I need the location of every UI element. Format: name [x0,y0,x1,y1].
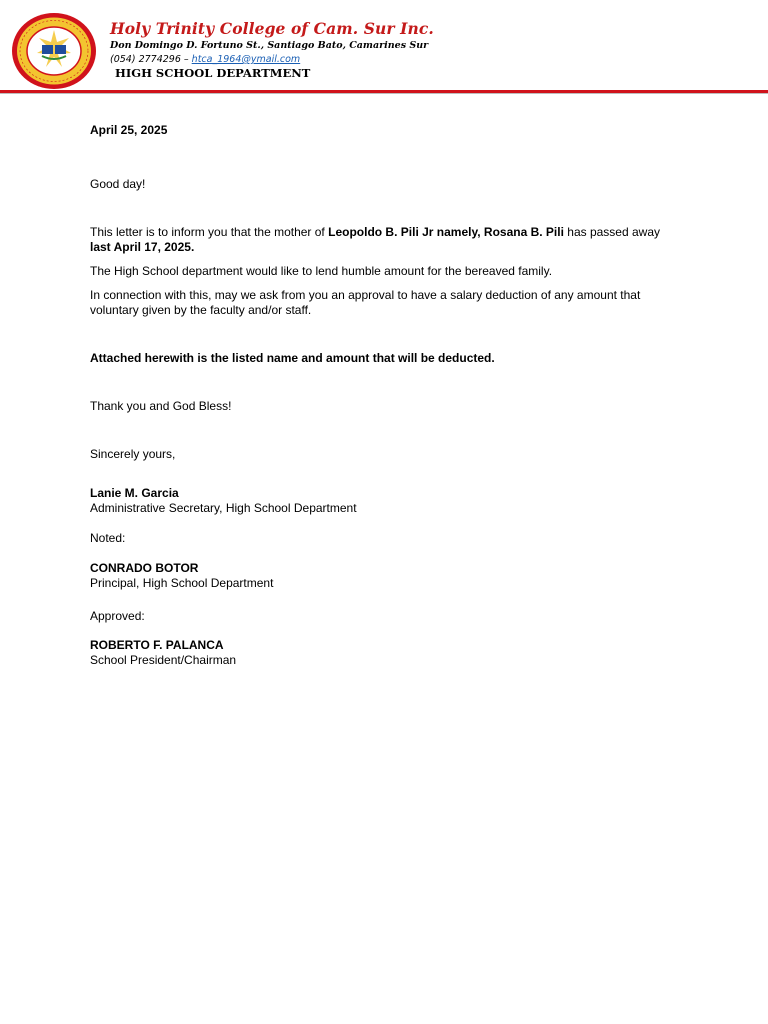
letter-attached-note: Attached herewith is the listed name and amount that will be deducted. [90,351,495,365]
noted-block [90,561,665,591]
org-name: Holy Trinity College of Cam. Sur Inc. [110,19,434,38]
approved-name: ROBERTO F. PALANCA [90,638,224,652]
sender-title: Administrative Secretary, High School Department [90,501,357,515]
letter-date: April 25, 2025 [90,123,168,137]
org-contact [110,54,300,65]
letter-paragraph-3: In connection with this, may we ask from you an approval to have a salary deduction of any amount that voluntary given by the faculty and/or staff. [90,288,641,317]
sender-name: Lanie M. Garcia [90,486,179,500]
letterhead [0,0,768,95]
approved-title: School President/Chairman [90,653,237,667]
noted-name: CONRADO BOTOR [90,561,199,575]
sender-block [90,486,665,516]
school-seal-icon [11,12,97,90]
org-address: Don Domingo D. Fortuno St., Santiago Bato, Camarines Sur [110,40,429,51]
letter-closing: Sincerely yours, [90,447,176,461]
approved-label: Approved: [90,609,145,623]
org-department: HIGH SCHOOL DEPARTMENT [115,66,311,80]
org-email-link[interactable]: htca_1964@ymail.com [191,54,301,65]
noted-title: Principal, High School Department [90,576,274,590]
header-divider-shadow [0,93,768,94]
para1-text-a: This letter is to inform you that the mother of [90,225,329,239]
letter-greeting: Good day! [90,177,146,191]
noted-label: Noted: [90,531,126,545]
para1-bold-date: last April 17, 2025. [90,240,195,254]
letter-thanks: Thank you and God Bless! [90,399,232,413]
approved-block [90,638,665,668]
letter-paragraph-1 [90,225,665,255]
letter-paragraph-2: The High School department would like to lend humble amount for the bereaved family. [90,264,553,278]
org-phone: (054) 2774296 – [110,54,192,65]
para1-text-b: has passed away [563,225,660,239]
para1-bold-names: Leopoldo B. Pili Jr namely, Rosana B. Pili [328,225,564,239]
